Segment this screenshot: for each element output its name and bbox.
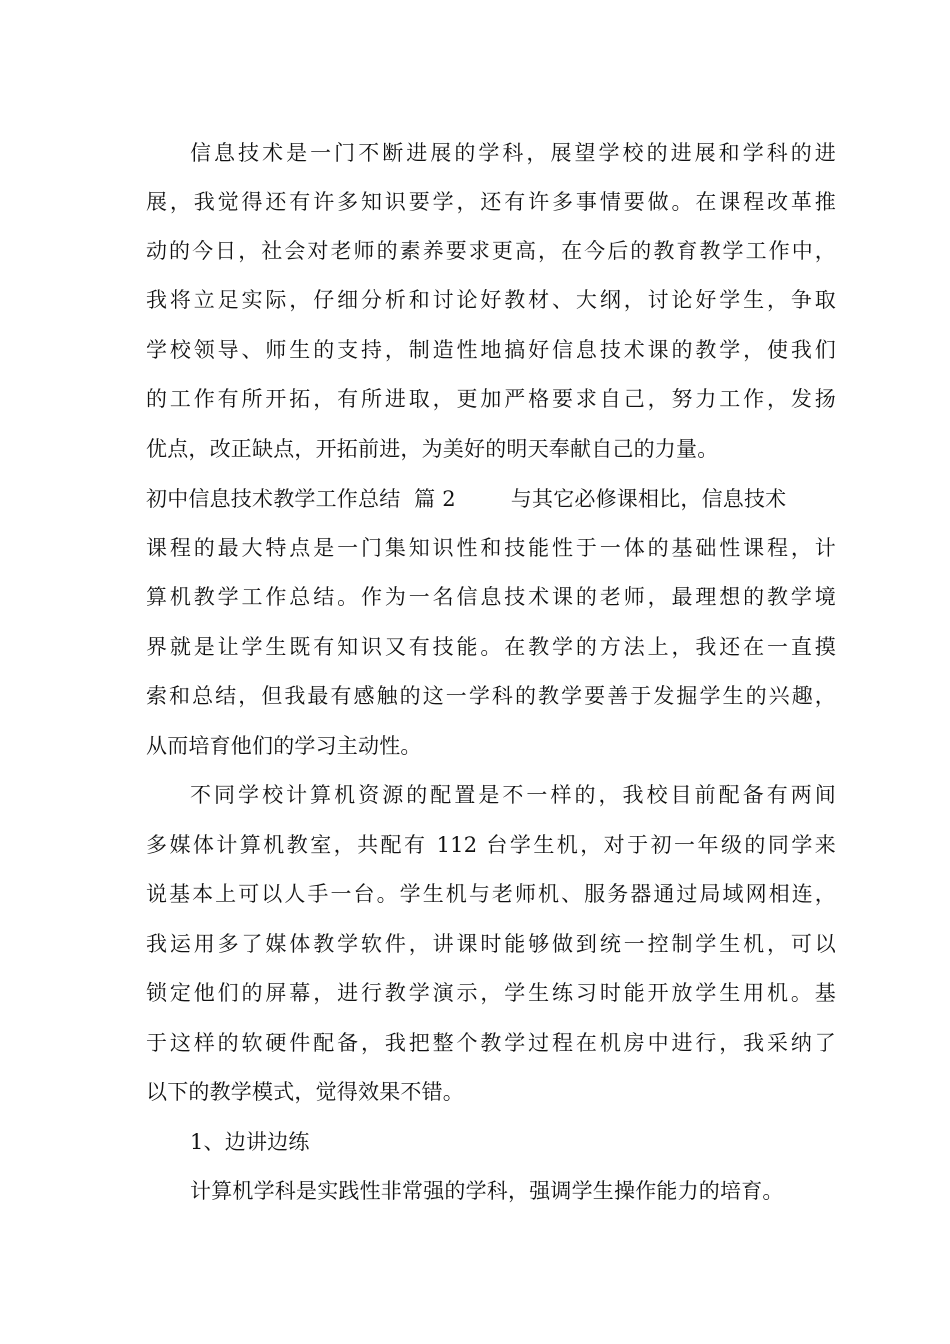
paragraph-line: 不同学校计算机资源的配置是不一样的，我校目前配备有两间 — [190, 783, 836, 807]
paragraph-line: 动的今日，社会对老师的素养要求更高，在今后的教育教学工作中， — [146, 239, 836, 263]
paragraph-line: 我将立足实际，仔细分析和讨论好教材、大纲，讨论好学生，争取 — [146, 288, 836, 312]
paragraph-line: 以下的教学模式，觉得效果不错。 — [146, 1080, 464, 1104]
paragraph-line: 多媒体计算机教室，共配有 112 台学生机，对于初一年级的同学来 — [146, 833, 836, 857]
paragraph-line: 的工作有所开拓，有所进取，更加严格要求自己，努力工作，发扬 — [146, 387, 836, 411]
paragraph-line: 学校领导、师生的支持，制造性地搞好信息技术课的教学，使我们 — [146, 338, 836, 362]
paragraph-line: 从而培育他们的学习主动性。 — [146, 734, 422, 758]
paragraph-line: 我运用多了媒体教学软件，讲课时能够做到统一控制学生机，可以 — [146, 932, 836, 956]
paragraph-line: 说基本上可以人手一台。学生机与老师机、服务器通过局域网相连， — [146, 882, 836, 906]
paragraph-line: 算机教学工作总结。作为一名信息技术课的老师，最理想的教学境 — [146, 585, 836, 609]
list-heading: 1、边讲边练 — [190, 1130, 310, 1154]
paragraph-line: 于这样的软硬件配备，我把整个教学过程在机房中进行，我采纳了 — [146, 1031, 836, 1055]
section-heading-line: 初中信息技术教学工作总结 篇 2 与其它必修课相比，信息技术 — [146, 487, 787, 511]
paragraph-line: 信息技术是一门不断进展的学科，展望学校的进展和学科的进 — [190, 141, 836, 165]
paragraph-line: 索和总结，但我最有感触的这一学科的教学要善于发掘学生的兴趣， — [146, 684, 836, 708]
paragraph-line: 锁定他们的屏幕，进行教学演示，学生练习时能开放学生用机。基 — [146, 981, 836, 1005]
paragraph-line: 展，我觉得还有许多知识要学，还有许多事情要做。在课程改革推 — [146, 190, 836, 214]
paragraph-line: 优点，改正缺点，开拓前进，为美好的明天奉献自己的力量。 — [146, 437, 719, 461]
paragraph-line: 界就是让学生既有知识又有技能。在教学的方法上，我还在一直摸 — [146, 635, 836, 659]
paragraph-line: 课程的最大特点是一门集知识性和技能性于一体的基础性课程，计 — [146, 536, 836, 560]
paragraph-line: 计算机学科是实践性非常强的学科，强调学生操作能力的培育。 — [190, 1179, 784, 1203]
